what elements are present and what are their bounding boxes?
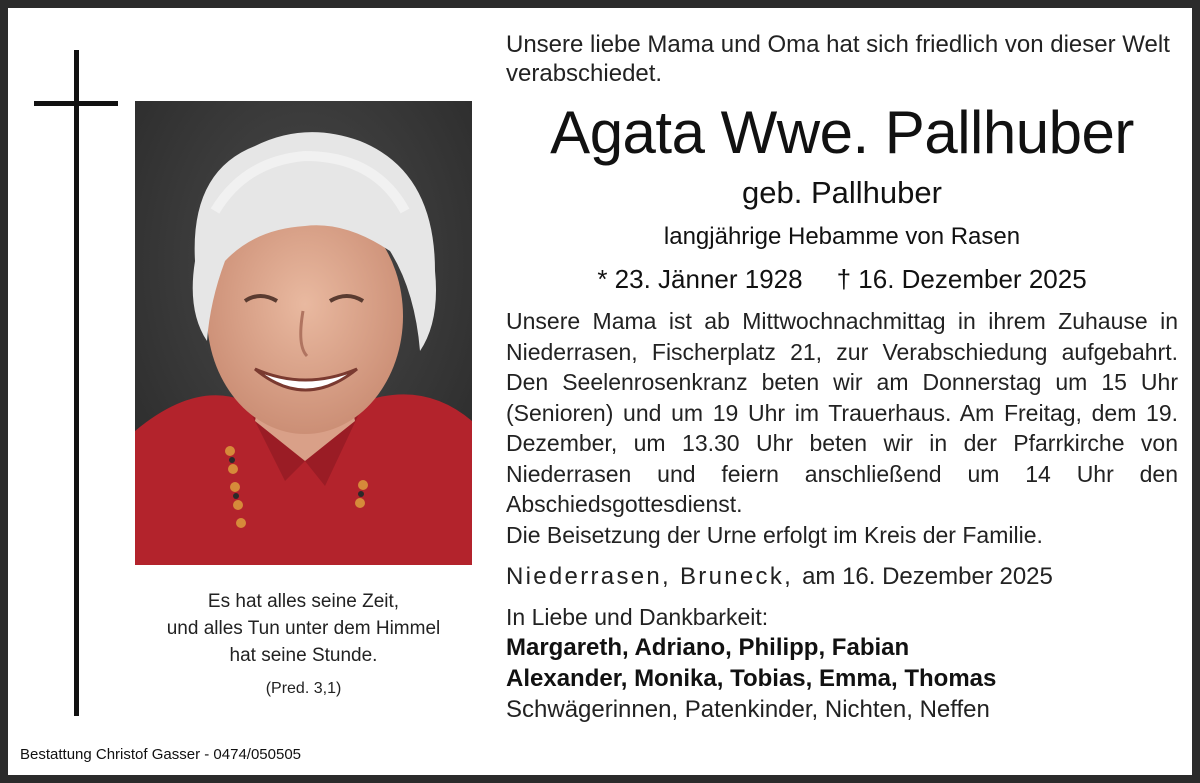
quote-source: (Pred. 3,1) bbox=[265, 680, 342, 697]
announcement-paragraph: Unsere Mama ist ab Mittwochnachmittag in ihrem Zuhause in Niederrasen, Fischerplatz 21, zur Verabschiedung aufgebahrt. Den Seelenrosenkranz beten wir am Donnerstag um 15 Uhr (Senioren) und um 19 Uhr im Trauerhaus. Am Freitag, dem 19. Dezember, um 13.30 Uhr beten wir in der Pfarrkirche von Niederrasen und feiern anschließend um 14 Uhr den Abschiedsgottesdienst. bbox=[506, 308, 1178, 517]
portrait-illustration bbox=[135, 101, 472, 565]
date: am 16. Dezember 2025 bbox=[802, 563, 1053, 590]
thanks-line: In Liebe und Dankbarkeit: bbox=[506, 604, 769, 630]
place-date bbox=[506, 562, 1178, 592]
bible-quote bbox=[135, 588, 472, 702]
portrait-photo bbox=[135, 101, 472, 565]
life-dates bbox=[506, 262, 1178, 296]
family-line: Alexander, Monika, Tobias, Emma, Thomas bbox=[506, 665, 997, 692]
funeral-home-footer: Bestattung Christof Gasser - 0474/050505 bbox=[20, 746, 302, 763]
quote-line: hat seine Stunde. bbox=[229, 645, 378, 666]
family-line: Margareth, Adriano, Philipp, Fabian bbox=[506, 634, 910, 661]
deceased-name: Agata Wwe. Pallhuber bbox=[550, 99, 1134, 166]
obituary-text bbox=[506, 30, 1178, 725]
relatives-line: Schwägerinnen, Patenkinder, Nichten, Neffen bbox=[506, 696, 990, 723]
announcement bbox=[506, 306, 1178, 550]
obituary-card bbox=[8, 8, 1192, 775]
quote-line: Es hat alles seine Zeit, bbox=[207, 591, 400, 612]
occupation: langjährige Hebamme von Rasen bbox=[663, 223, 1021, 250]
death-date: † 16. Dezember 2025 bbox=[836, 264, 1087, 294]
birth-date: * 23. Jänner 1928 bbox=[597, 264, 803, 294]
quote-line: und alles Tun unter dem Himmel bbox=[166, 618, 441, 639]
birth-name: geb. Pallhuber bbox=[742, 175, 942, 210]
announcement-paragraph: Die Beisetzung der Urne erfolgt im Kreis der Familie. bbox=[506, 521, 1043, 548]
intro-text: Unsere liebe Mama und Oma hat sich friedlich von dieser Welt verabschiedet. bbox=[506, 31, 1170, 87]
place: Niederrasen, Bruneck, bbox=[506, 563, 794, 590]
cross-icon bbox=[74, 50, 79, 716]
cross-bar bbox=[34, 101, 118, 106]
